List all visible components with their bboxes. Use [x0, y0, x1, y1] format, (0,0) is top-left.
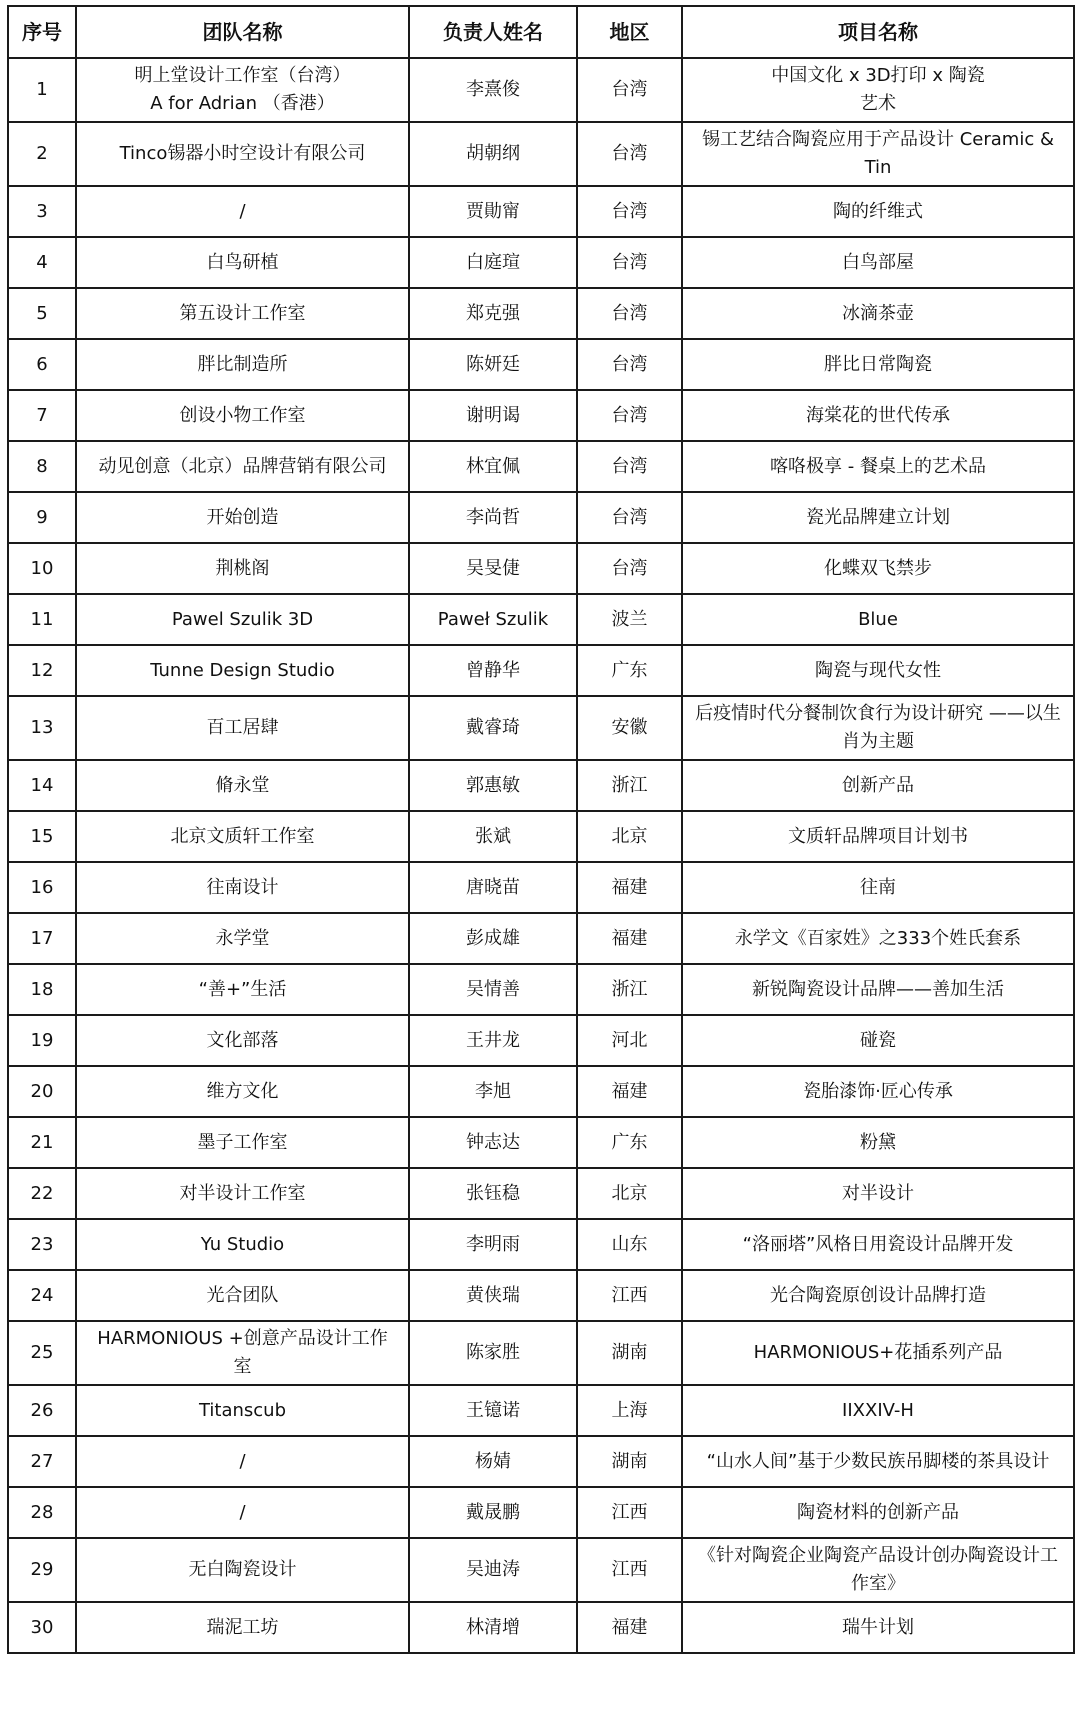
cell-team: 墨子工作室	[76, 1117, 409, 1168]
table-row	[8, 1602, 1074, 1653]
cell-no: 2	[8, 122, 76, 186]
cell-team: 胖比制造所	[76, 339, 409, 390]
table-row	[8, 862, 1074, 913]
cell-team: /	[76, 1436, 409, 1487]
cell-leader: 黄侠瑞	[409, 1270, 577, 1321]
table-row	[8, 1436, 1074, 1487]
cell-region: 台湾	[577, 122, 682, 186]
cell-project: 后疫情时代分餐制饮食行为设计研究 ——以生 肖为主题	[682, 696, 1074, 760]
cell-team: 明上堂设计工作室（台湾） A for Adrian （香港）	[76, 58, 409, 122]
cell-team: 无白陶瓷设计	[76, 1538, 409, 1602]
cell-leader: 张钰稳	[409, 1168, 577, 1219]
table-row	[8, 543, 1074, 594]
cell-leader: 林宜佩	[409, 441, 577, 492]
cell-team: 北京文质轩工作室	[76, 811, 409, 862]
cell-team: 脩永堂	[76, 760, 409, 811]
cell-no: 26	[8, 1385, 76, 1436]
cell-no: 1	[8, 58, 76, 122]
cell-no: 20	[8, 1066, 76, 1117]
cell-project: 锡工艺结合陶瓷应用于产品设计 Ceramic & Tin	[682, 122, 1074, 186]
table-row	[8, 645, 1074, 696]
cell-project: 陶的纤维式	[682, 186, 1074, 237]
cell-no: 27	[8, 1436, 76, 1487]
cell-project: 瓷光品牌建立计划	[682, 492, 1074, 543]
table-row	[8, 1487, 1074, 1538]
cell-project: 新锐陶瓷设计品牌——善加生活	[682, 964, 1074, 1015]
cell-leader: 李尚哲	[409, 492, 577, 543]
cell-leader: 李旭	[409, 1066, 577, 1117]
cell-region: 台湾	[577, 339, 682, 390]
cell-no: 4	[8, 237, 76, 288]
cell-region: 广东	[577, 1117, 682, 1168]
table-row	[8, 122, 1074, 186]
cell-region: 台湾	[577, 58, 682, 122]
table-row	[8, 760, 1074, 811]
cell-team: 白鸟研植	[76, 237, 409, 288]
cell-leader: 林清增	[409, 1602, 577, 1653]
cell-project: Blue	[682, 594, 1074, 645]
cell-region: 山东	[577, 1219, 682, 1270]
cell-region: 江西	[577, 1270, 682, 1321]
cell-project: 粉黛	[682, 1117, 1074, 1168]
cell-leader: 谢明谒	[409, 390, 577, 441]
cell-team: 动见创意（北京）品牌营销有限公司	[76, 441, 409, 492]
cell-project: 瓷胎漆饰·匠心传承	[682, 1066, 1074, 1117]
table-row	[8, 1270, 1074, 1321]
participants-table	[7, 5, 1075, 1654]
cell-no: 10	[8, 543, 76, 594]
cell-project: 胖比日常陶瓷	[682, 339, 1074, 390]
table-row	[8, 390, 1074, 441]
cell-no: 3	[8, 186, 76, 237]
cell-no: 29	[8, 1538, 76, 1602]
cell-leader: 吴情善	[409, 964, 577, 1015]
cell-leader: 吴迪涛	[409, 1538, 577, 1602]
cell-no: 6	[8, 339, 76, 390]
cell-leader: 曾静华	[409, 645, 577, 696]
table-row	[8, 1015, 1074, 1066]
cell-no: 21	[8, 1117, 76, 1168]
cell-no: 15	[8, 811, 76, 862]
cell-project: 永学文《百家姓》之333个姓氏套系	[682, 913, 1074, 964]
cell-no: 9	[8, 492, 76, 543]
cell-region: 台湾	[577, 390, 682, 441]
cell-project: HARMONIOUS+花插系列产品	[682, 1321, 1074, 1385]
cell-region: 台湾	[577, 441, 682, 492]
cell-team: /	[76, 1487, 409, 1538]
cell-leader: 杨婧	[409, 1436, 577, 1487]
cell-region: 北京	[577, 811, 682, 862]
cell-no: 18	[8, 964, 76, 1015]
table-row	[8, 696, 1074, 760]
cell-leader: 贾勛甯	[409, 186, 577, 237]
cell-leader: 彭成雄	[409, 913, 577, 964]
cell-project: 光合陶瓷原创设计品牌打造	[682, 1270, 1074, 1321]
cell-team: 百工居肆	[76, 696, 409, 760]
table-row	[8, 913, 1074, 964]
cell-leader: 张斌	[409, 811, 577, 862]
cell-region: 台湾	[577, 492, 682, 543]
cell-team: 瑞泥工坊	[76, 1602, 409, 1653]
cell-no: 13	[8, 696, 76, 760]
table-row	[8, 288, 1074, 339]
cell-region: 湖南	[577, 1321, 682, 1385]
cell-project: 往南	[682, 862, 1074, 913]
header-leader: 负责人姓名	[409, 6, 577, 58]
cell-project: 喀咯极享 - 餐桌上的艺术品	[682, 441, 1074, 492]
cell-no: 7	[8, 390, 76, 441]
table-row	[8, 1117, 1074, 1168]
table-row	[8, 1538, 1074, 1602]
cell-leader: 李明雨	[409, 1219, 577, 1270]
cell-team: 永学堂	[76, 913, 409, 964]
cell-no: 19	[8, 1015, 76, 1066]
cell-team: 文化部落	[76, 1015, 409, 1066]
cell-region: 波兰	[577, 594, 682, 645]
cell-team: Titanscub	[76, 1385, 409, 1436]
cell-region: 上海	[577, 1385, 682, 1436]
cell-leader: 戴晟鹏	[409, 1487, 577, 1538]
cell-region: 浙江	[577, 964, 682, 1015]
cell-no: 12	[8, 645, 76, 696]
cell-region: 安徽	[577, 696, 682, 760]
header-region: 地区	[577, 6, 682, 58]
table-row	[8, 1321, 1074, 1385]
table-row	[8, 441, 1074, 492]
cell-project: 陶瓷材料的创新产品	[682, 1487, 1074, 1538]
cell-no: 11	[8, 594, 76, 645]
cell-team: Pawel Szulik 3D	[76, 594, 409, 645]
cell-team: 维方文化	[76, 1066, 409, 1117]
cell-project: 创新产品	[682, 760, 1074, 811]
cell-no: 30	[8, 1602, 76, 1653]
cell-no: 23	[8, 1219, 76, 1270]
cell-leader: 戴睿琦	[409, 696, 577, 760]
cell-project: 中国文化 x 3D打印 x 陶瓷 艺术	[682, 58, 1074, 122]
cell-project: 文质轩品牌项目计划书	[682, 811, 1074, 862]
cell-region: 浙江	[577, 760, 682, 811]
table-row	[8, 964, 1074, 1015]
cell-project: 白鸟部屋	[682, 237, 1074, 288]
header-row	[8, 6, 1074, 58]
cell-leader: 李熹俊	[409, 58, 577, 122]
cell-project: 化蝶双飞禁步	[682, 543, 1074, 594]
table-row	[8, 237, 1074, 288]
cell-team: Tinco锡器小时空设计有限公司	[76, 122, 409, 186]
header-project: 项目名称	[682, 6, 1074, 58]
cell-project: 碰瓷	[682, 1015, 1074, 1066]
cell-team: Tunne Design Studio	[76, 645, 409, 696]
cell-region: 北京	[577, 1168, 682, 1219]
cell-team: 第五设计工作室	[76, 288, 409, 339]
cell-project: 冰滴茶壶	[682, 288, 1074, 339]
cell-team: 荆桃阁	[76, 543, 409, 594]
cell-leader: 陈家胜	[409, 1321, 577, 1385]
cell-project: 《针对陶瓷企业陶瓷产品设计创办陶瓷设计工 作室》	[682, 1538, 1074, 1602]
cell-region: 广东	[577, 645, 682, 696]
cell-leader: 吴旻倢	[409, 543, 577, 594]
cell-team: 光合团队	[76, 1270, 409, 1321]
cell-no: 25	[8, 1321, 76, 1385]
cell-leader: 郑克强	[409, 288, 577, 339]
cell-team: Yu Studio	[76, 1219, 409, 1270]
cell-team: 创设小物工作室	[76, 390, 409, 441]
cell-leader: 胡朝纲	[409, 122, 577, 186]
table-row	[8, 1168, 1074, 1219]
table-row	[8, 1219, 1074, 1270]
cell-no: 16	[8, 862, 76, 913]
cell-no: 8	[8, 441, 76, 492]
cell-project: 海棠花的世代传承	[682, 390, 1074, 441]
cell-region: 台湾	[577, 186, 682, 237]
cell-region: 河北	[577, 1015, 682, 1066]
cell-team: “善+”生活	[76, 964, 409, 1015]
cell-region: 福建	[577, 913, 682, 964]
cell-leader: 陈妍廷	[409, 339, 577, 390]
cell-no: 24	[8, 1270, 76, 1321]
table-row	[8, 339, 1074, 390]
cell-team: /	[76, 186, 409, 237]
cell-project: 陶瓷与现代女性	[682, 645, 1074, 696]
cell-region: 湖南	[577, 1436, 682, 1487]
cell-region: 福建	[577, 1602, 682, 1653]
table-row	[8, 186, 1074, 237]
cell-leader: Paweł Szulik	[409, 594, 577, 645]
cell-no: 22	[8, 1168, 76, 1219]
cell-no: 28	[8, 1487, 76, 1538]
table-row	[8, 1066, 1074, 1117]
cell-leader: 王井龙	[409, 1015, 577, 1066]
cell-team: 往南设计	[76, 862, 409, 913]
cell-project: 对半设计	[682, 1168, 1074, 1219]
cell-leader: 白庭瑄	[409, 237, 577, 288]
cell-team: HARMONIOUS +创意产品设计工作 室	[76, 1321, 409, 1385]
cell-region: 福建	[577, 1066, 682, 1117]
cell-project: “洛丽塔”风格日用瓷设计品牌开发	[682, 1219, 1074, 1270]
cell-no: 14	[8, 760, 76, 811]
cell-leader: 钟志达	[409, 1117, 577, 1168]
header-no: 序号	[8, 6, 76, 58]
table-row	[8, 58, 1074, 122]
table-row	[8, 492, 1074, 543]
cell-region: 台湾	[577, 288, 682, 339]
table-row	[8, 1385, 1074, 1436]
cell-region: 台湾	[577, 543, 682, 594]
cell-project: “山水人间”基于少数民族吊脚楼的茶具设计	[682, 1436, 1074, 1487]
cell-region: 福建	[577, 862, 682, 913]
cell-no: 5	[8, 288, 76, 339]
cell-region: 江西	[577, 1487, 682, 1538]
cell-region: 江西	[577, 1538, 682, 1602]
cell-team: 对半设计工作室	[76, 1168, 409, 1219]
cell-team: 开始创造	[76, 492, 409, 543]
cell-project: 瑞牛计划	[682, 1602, 1074, 1653]
cell-region: 台湾	[577, 237, 682, 288]
cell-project: IIXXIV-H	[682, 1385, 1074, 1436]
table-row	[8, 594, 1074, 645]
header-team: 团队名称	[76, 6, 409, 58]
cell-leader: 王镱诺	[409, 1385, 577, 1436]
table-row	[8, 811, 1074, 862]
cell-leader: 唐晓苗	[409, 862, 577, 913]
cell-leader: 郭惠敏	[409, 760, 577, 811]
cell-no: 17	[8, 913, 76, 964]
